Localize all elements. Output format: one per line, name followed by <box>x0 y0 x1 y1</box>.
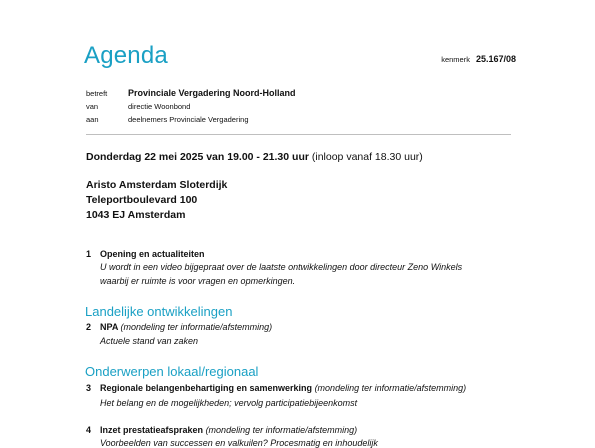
meeting-date <box>86 151 423 163</box>
address-line: 1043 EJ Amsterdam <box>86 209 186 221</box>
meta-value: directie Woonbond <box>128 102 191 111</box>
agenda-item-description: Het belang en de mogelijkheden; vervolg participatiebijeenkomst <box>100 398 358 408</box>
address-line: Aristo Amsterdam Sloterdijk <box>86 179 228 191</box>
agenda-item-description: U wordt in een video bijgepraat over de laatste ontwikkelingen door directeur Zeno Winkels <box>100 262 463 272</box>
agenda-item-description: Voorbeelden van successen en valkuilen? Procesmatig en inhoudelijk <box>100 438 378 448</box>
document-title: Agenda <box>84 42 168 69</box>
section-heading: Landelijke ontwikkelingen <box>85 304 233 319</box>
divider <box>86 134 511 135</box>
meta-value: Provinciale Vergadering Noord-Holland <box>128 88 296 98</box>
agenda-item-number: 1 <box>86 249 92 259</box>
agenda-item-title <box>100 425 357 435</box>
section-heading: Onderwerpen lokaal/regionaal <box>85 364 259 379</box>
agenda-item-title <box>100 383 466 393</box>
agenda-item-number: 2 <box>86 322 92 332</box>
meeting-date-main: Donderdag 22 mei 2025 van 19.00 - 21.30 uur <box>86 151 309 163</box>
agenda-item-note: (mondeling ter informatie/afstemming) <box>314 383 467 393</box>
agenda-item-description: waarbij er ruimte is voor vragen en opmerkingen. <box>100 276 296 286</box>
agenda-item-title <box>100 322 272 332</box>
meta-key: betreft <box>86 89 108 98</box>
agenda-item-title-text: Regionale belangenbehartiging en samenwerking <box>100 383 313 393</box>
agenda-item-title: Opening en actualiteiten <box>100 249 205 259</box>
meta-key: van <box>86 102 99 111</box>
reference-value: 25.167/08 <box>475 54 516 64</box>
reference-number <box>441 54 516 64</box>
agenda-item-description: Actuele stand van zaken <box>100 336 199 346</box>
agenda-item-number: 3 <box>86 383 92 393</box>
meta-value: deelnemers Provinciale Vergadering <box>128 115 249 124</box>
meta-key: aan <box>86 115 99 124</box>
agenda-item-note: (mondeling ter informatie/afstemming) <box>120 322 273 332</box>
agenda-item-number: 4 <box>86 425 92 435</box>
reference-label: kenmerk <box>441 55 470 64</box>
agenda-item-title-text: NPA <box>100 322 118 332</box>
agenda-item-note: (mondeling ter informatie/afstemming) <box>205 425 358 435</box>
address-line: Teleportboulevard 100 <box>86 194 198 206</box>
agenda-item-title-text: Inzet prestatieafspraken <box>100 425 204 435</box>
meeting-date-note: (inloop vanaf 18.30 uur) <box>311 151 423 163</box>
